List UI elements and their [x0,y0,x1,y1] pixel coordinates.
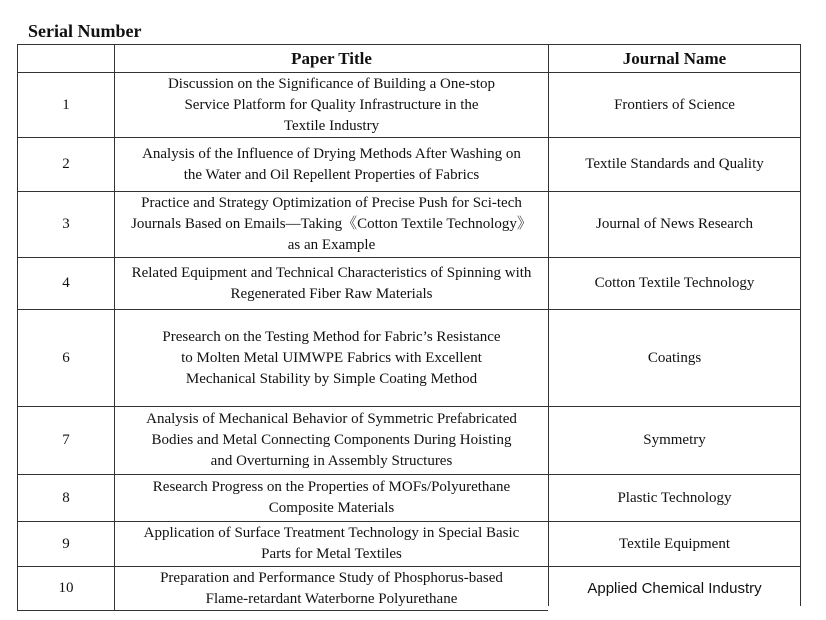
paper-title-cell [115,567,549,611]
table-row [18,407,801,475]
paper-title-cell [115,138,549,192]
title-line: Journals Based on Emails—Taking《Cotton Textile Technology》 [131,216,532,232]
serial-cell: 4 [18,258,115,310]
paper-title-cell [115,192,549,258]
serial-cell: 6 [18,310,115,407]
paper-title-cell [115,522,549,567]
serial-number-heading: Serial Number [28,21,142,41]
title-line: Analysis of the Influence of Drying Methods After Washing on [142,145,521,162]
paper-title-cell [115,310,549,407]
paper-title-column-header: Paper Title [115,45,549,73]
title-line: Service Platform for Quality Infrastructure in the [184,96,479,113]
table-row [18,567,801,611]
title-line: and Overturning in Assembly Structures [210,453,453,469]
table-header-row [18,45,801,73]
journal-name-cell: Applied Chemical Industry [549,567,801,611]
paper-title-cell [115,73,549,138]
serial-cell: 10 [18,567,115,611]
table-row [18,258,801,310]
table-row [18,192,801,258]
serial-cell: 2 [18,138,115,192]
journal-name-cell: Frontiers of Science [549,73,801,138]
serial-cell: 9 [18,522,115,567]
serial-cell: 1 [18,73,115,138]
serial-cell: 8 [18,475,115,522]
title-line: Analysis of Mechanical Behavior of Symmetric Prefabricated [146,411,517,427]
serial-cell: 3 [18,192,115,258]
journal-name-column-header: Journal Name [549,45,801,73]
title-line: Research Progress on the Properties of MOFs/Polyurethane [152,479,511,495]
title-line: as an Example [287,237,376,253]
journal-name-cell: Symmetry [549,407,801,475]
title-line: Regenerated Fiber Raw Materials [230,285,433,302]
table-row [18,310,801,407]
paper-title-cell [115,258,549,310]
title-line: Preparation and Performance Study of Phosphorus-based [160,569,503,586]
paper-title-cell [115,475,549,522]
overlay-patch [548,606,808,620]
title-line: Mechanical Stability by Simple Coating Method [185,370,478,387]
table-row [18,522,801,567]
title-line: Composite Materials [268,500,395,516]
serial-cell: 7 [18,407,115,475]
journal-name-cell: Cotton Textile Technology [549,258,801,310]
table-row [18,73,801,138]
journal-name-cell: Journal of News Research [549,192,801,258]
title-line: to Molten Metal UIMWPE Fabrics with Excellent [181,349,482,366]
title-line: Bodies and Metal Connecting Components During Hoisting [151,432,512,448]
title-line: the Water and Oil Repellent Properties of Fabrics [183,166,480,183]
title-line: Parts for Metal Textiles [261,546,402,562]
papers-table [17,44,801,611]
table-row [18,475,801,522]
title-line: Textile Industry [283,117,380,134]
serial-column-header [18,45,115,73]
paper-title-cell [115,407,549,475]
title-line: Flame-retardant Waterborne Polyurethane [205,590,458,607]
title-line: Related Equipment and Technical Characteristics of Spinning with [131,264,532,281]
journal-name-cell: Textile Standards and Quality [549,138,801,192]
journal-name-cell: Plastic Technology [549,475,801,522]
title-line: Application of Surface Treatment Technology in Special Basic [143,525,520,541]
journal-name-cell: Coatings [549,310,801,407]
title-line: Discussion on the Significance of Building a One-stop [167,75,496,92]
title-line: Practice and Strategy Optimization of Precise Push for Sci-tech [141,195,522,211]
table-row [18,138,801,192]
title-line: Presearch on the Testing Method for Fabric’s Resistance [162,328,501,345]
journal-name-cell: Textile Equipment [549,522,801,567]
